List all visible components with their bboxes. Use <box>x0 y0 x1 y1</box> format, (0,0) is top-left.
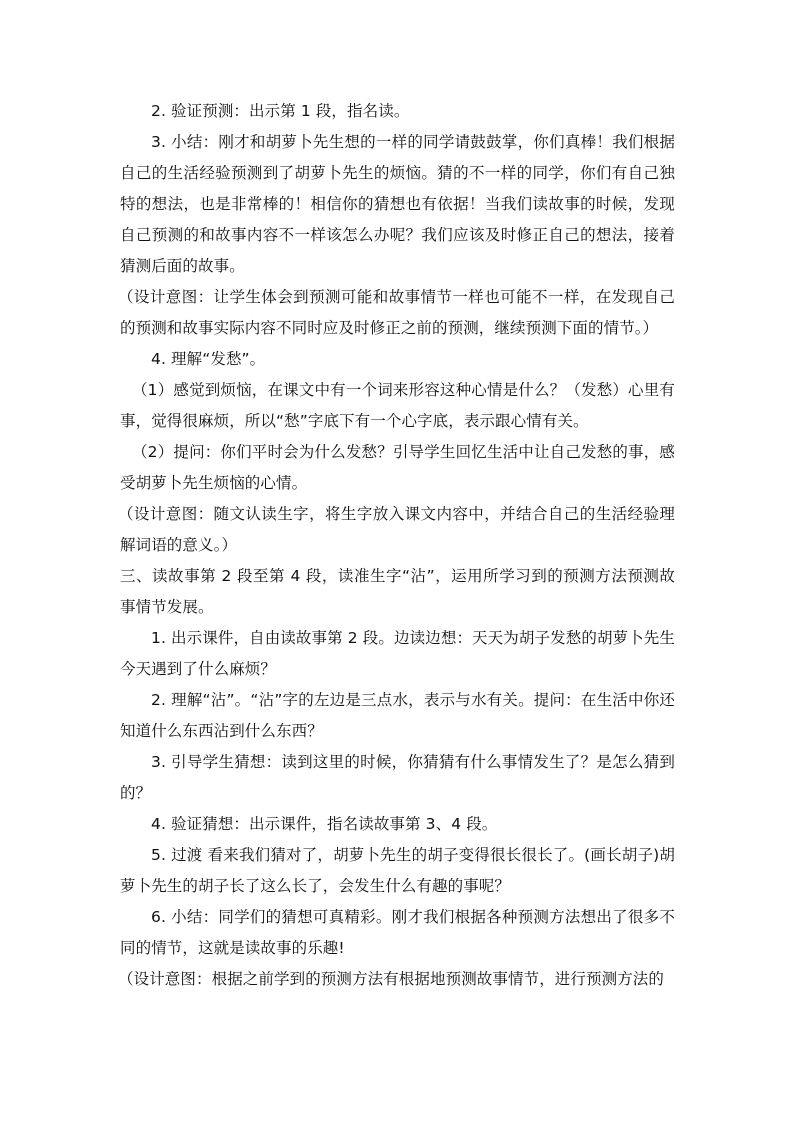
paragraph-verify-prediction: 2. 验证预测：出示第 1 段，指名读。 <box>151 102 410 120</box>
design-intent-note-3: （设计意图：根据之前学到的预测方法有根据地预测故事情节，进行预测方法的 <box>118 970 665 988</box>
document-body <box>120 96 675 995</box>
paragraph-step-6: 6. 小结：同学们的猜想可真精彩。刚才我们根据各种预测方法想出了很多不同的情节，这就是读故事的乐趣! <box>120 908 675 957</box>
paragraph-step-4: 4. 验证猜想：出示课件，指名读故事第 3、4 段。 <box>151 815 498 833</box>
paragraph-understand-fachou: 4. 理解“发愁”。 <box>151 350 266 368</box>
paragraph-step-3: 3. 引导学生猜想：读到这里的时候，你猜猜有什么事情发生了？是怎么猜到的？ <box>120 753 675 802</box>
paragraph-sub-2: （2）提问：你们平时会为什么发愁？引导学生回忆生活中让自己发愁的事，感受胡萝卜先生烦恼的心情。 <box>120 443 675 492</box>
paragraph-summary-1: 3. 小结：刚才和胡萝卜先生想的一样的同学请鼓鼓掌，你们真棒！我们根据自己的生活经验预测到了胡萝卜先生的烦恼。猜的不一样的同学，你们有自己独特的想法，也是非常棒的！相信你的猜想也有依据！当我们读故事的时候，发现自己预测的和故事内容不一样该怎么办呢？我们应该及时修正自己的想法，接着猜测后面的故事。 <box>120 133 675 275</box>
paragraph-step-2: 2. 理解“沾”。“沾”字的左边是三点水，表示与水有关。提问：在生活中你还知道什么东西沾到什么东西？ <box>120 691 675 740</box>
section-heading-3: 三、读故事第 2 段至第 4 段，读准生字“沾”，运用所学习到的预测方法预测故事情节发展。 <box>120 567 675 616</box>
paragraph-sub-1: （1）感觉到烦恼，在课文中有一个词来形容这种心情是什么？（发愁）心里有事，觉得很麻烦，所以“愁”字底下有一个心字底，表示跟心情有关。 <box>120 381 675 430</box>
design-intent-note-2: （设计意图：随文认读生字，将生字放入课文内容中，并结合自己的生活经验理解词语的意义。） <box>118 505 675 554</box>
design-intent-note-1: （设计意图：让学生体会到预测可能和故事情节一样也可能不一样，在发现自己的预测和故事实际内容不同时应及时修正之前的预测，继续预测下面的情节。） <box>118 288 675 337</box>
paragraph-step-1: 1. 出示课件，自由读故事第 2 段。边读边想：天天为胡子发愁的胡萝卜先生今天遇到了什么麻烦？ <box>120 629 675 678</box>
paragraph-step-5: 5. 过渡 看来我们猜对了，胡萝卜先生的胡子变得很长很长了。(画长胡子)胡萝卜先生的胡子长了这么长了，会发生什么有趣的事呢？ <box>120 846 675 895</box>
